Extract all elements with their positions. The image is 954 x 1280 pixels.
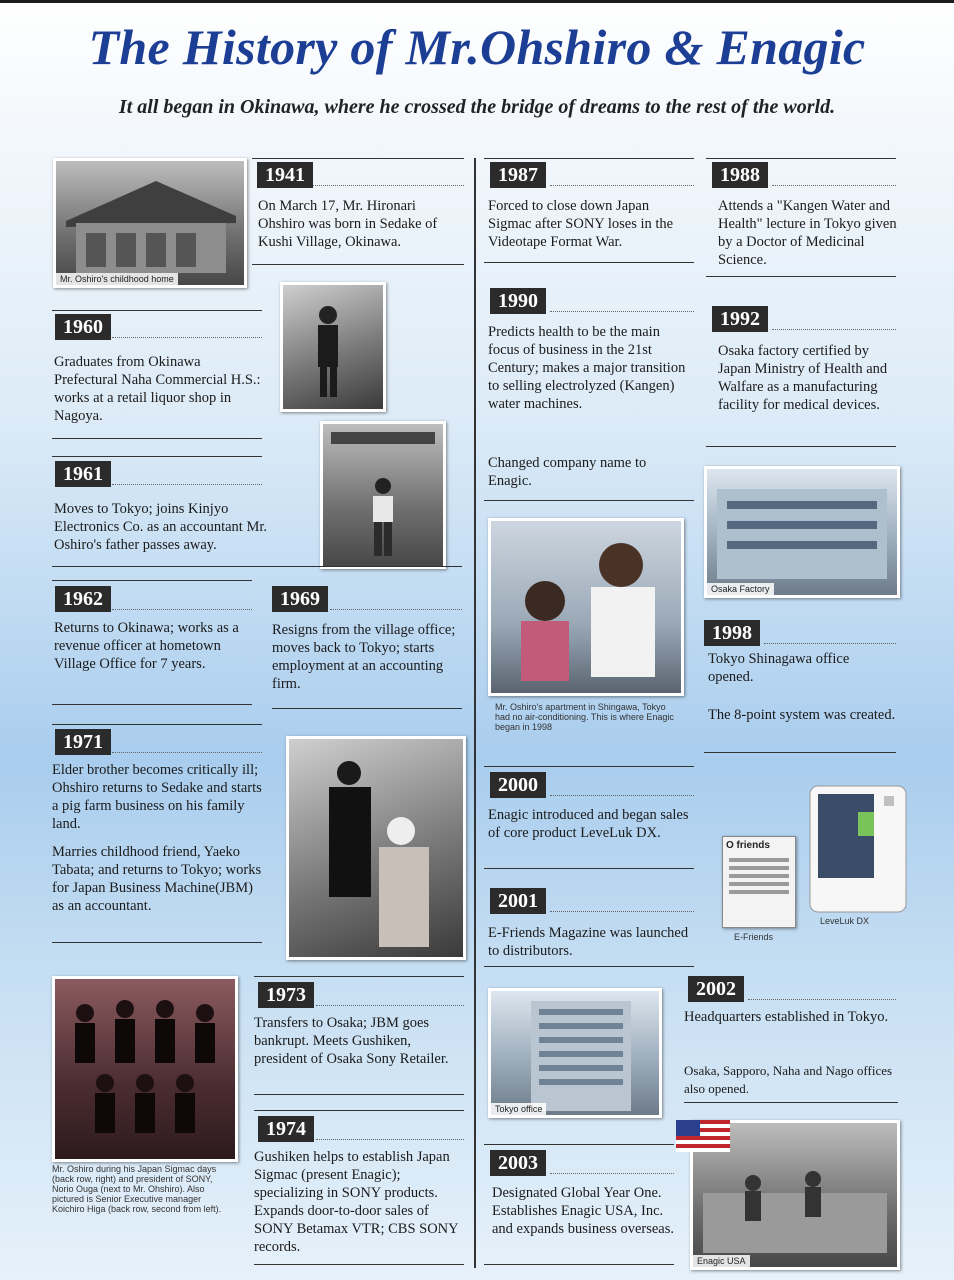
year-label-1961: 1961 [55, 461, 111, 487]
efriends-magazine-image [722, 836, 796, 928]
magazine-title: O friends [726, 840, 770, 851]
osaka-factory-photo [704, 466, 900, 598]
section-rule [484, 1264, 674, 1265]
dotted-rule [772, 185, 896, 186]
us-flag-icon [676, 1116, 730, 1161]
photo-caption: Mr. Oshiro's childhood home [56, 273, 178, 285]
sigmac-photo-caption: Mr. Oshiro during his Japan Sigmac days (back row, right) and president of SONY, Norio Ouga (next to Mr. Ohshiro). Also pictured is Senior Executive manager Koichiro Higa (back row, second from left). [52, 1164, 222, 1214]
event-text-1998: Tokyo Shinagawa office opened. [708, 651, 850, 685]
photo-caption: Osaka Factory [707, 583, 774, 595]
year-label-1987: 1987 [490, 162, 546, 188]
section-rule [706, 446, 896, 447]
event-text-2002-second: Osaka, Sapporo, Naha and Nago offices also opened. [684, 1063, 893, 1096]
year-label-1992: 1992 [712, 306, 768, 332]
year-label-1941: 1941 [257, 162, 313, 188]
dotted-rule [112, 609, 252, 610]
year-label-2002: 2002 [688, 976, 744, 1002]
dotted-rule [550, 1173, 674, 1174]
year-label-1971: 1971 [55, 729, 111, 755]
magazine-icon [723, 854, 795, 914]
section-rule [484, 262, 694, 263]
year-label-2000: 2000 [490, 772, 546, 798]
dotted-rule [316, 1139, 464, 1140]
event-text-1961: Moves to Tokyo; joins Kinjyo Electronics Co. as an accountant Mr. Oshiro's father passes away. [54, 501, 268, 553]
apartment-photo-caption: Mr. Oshiro's apartment in Shingawa, Tokyo had no air-conditioning. This is where Enagic began in 1998 [495, 702, 674, 732]
dotted-rule [313, 185, 464, 186]
section-rule [484, 966, 694, 967]
section-rule [684, 1102, 898, 1103]
factory-icon [707, 469, 897, 595]
year-label-1960: 1960 [55, 314, 111, 340]
dotted-rule [112, 752, 262, 753]
section-rule [254, 976, 464, 977]
section-rule [484, 158, 694, 159]
section-rule [254, 1094, 464, 1095]
couple-icon [289, 739, 463, 957]
family-icon [491, 521, 681, 693]
event-text-1973: Transfers to Osaka; JBM goes bankrupt. Meets Gushiken, president of Osaka Sony Retailer. [254, 1015, 449, 1067]
dotted-rule [330, 609, 462, 610]
young-portrait-photo [280, 282, 386, 412]
person-icon [323, 424, 443, 566]
section-rule [484, 500, 694, 501]
sigmac-group-photo [52, 976, 238, 1162]
section-rule [252, 158, 464, 159]
photo-caption: Enagic USA [693, 1255, 750, 1267]
section-rule [52, 704, 252, 705]
section-rule [254, 1110, 464, 1111]
product-caption: LeveLuk DX [820, 916, 870, 926]
person-icon [283, 285, 383, 409]
event-text-1971-second: Marries childhood friend, Yaeko Tabata; and returns to Tokyo; works for Japan Business Machine(JBM) as an accountant. [52, 844, 262, 914]
leveluk-machine-image [800, 776, 920, 936]
year-label-1990: 1990 [490, 288, 546, 314]
dotted-rule [748, 999, 896, 1000]
event-text-1990: Predicts health to be the main focus of business in the 21st Century; makes a major transition to selling electrolyzed (Kangen) water machines. [488, 324, 686, 412]
section-rule [252, 264, 464, 265]
event-text-1988: Attends a "Kangen Water and Health" lecture in Tokyo given by a Doctor of Medicinal Science. [718, 198, 897, 268]
dotted-rule [112, 484, 262, 485]
house-icon [56, 161, 244, 285]
event-text-1969: Resigns from the village office; moves back to Tokyo; starts employment at an accounting firm. [272, 622, 456, 692]
section-rule [254, 1264, 464, 1265]
section-rule [52, 310, 262, 311]
dotted-rule [764, 643, 896, 644]
section-rule [52, 566, 462, 567]
event-text-1998-second: The 8-point system was created. [708, 707, 896, 723]
childhood-home-photo [53, 158, 247, 288]
page-subtitle: It all began in Okinawa, where he crossed the bridge of dreams to the rest of the world. [118, 96, 836, 118]
section-rule [272, 708, 462, 709]
wedding-photo [286, 736, 466, 960]
section-rule [706, 158, 896, 159]
year-label-2001: 2001 [490, 888, 546, 914]
section-rule [706, 276, 896, 277]
section-rule [484, 766, 694, 767]
year-label-1974: 1974 [258, 1116, 314, 1142]
section-rule [52, 456, 262, 457]
efriends-caption: E-Friends [734, 932, 774, 942]
event-text-1974: Gushiken helps to establish Japan Sigmac (present Enagic); specializing in SONY products. Expands door-to-door sales of SONY Betamax VTR; CBS SONY records. [254, 1149, 459, 1255]
section-rule [484, 1144, 674, 1145]
dotted-rule [550, 311, 694, 312]
year-label-1988: 1988 [712, 162, 768, 188]
section-rule [52, 580, 252, 581]
dotted-rule [550, 795, 694, 796]
top-border [0, 0, 954, 3]
event-text-2000: Enagic introduced and began sales of core product LeveLuk DX. [488, 807, 689, 841]
tokyo-office-photo [488, 988, 662, 1118]
dotted-rule [316, 1005, 464, 1006]
event-text-1992: Osaka factory certified by Japan Ministry of Health and Walfare as a manufacturing facility for medical devices. [718, 343, 888, 413]
water-ionizer-icon [800, 776, 920, 936]
event-text-1971: Elder brother becomes critically ill; Ohshiro returns to Sedake and starts a pig farm business on his family land. [52, 762, 262, 832]
event-text-1960: Graduates from Okinawa Prefectural Naha Commercial H.S.: works at a retail liquor shop in Nagoya. [54, 354, 261, 424]
page-title: The History of Mr.Ohshiro & Enagic [88, 19, 866, 75]
section-rule [484, 868, 694, 869]
year-label-1969: 1969 [272, 586, 328, 612]
photo-caption: Tokyo office [491, 1103, 546, 1115]
event-text-2002: Headquarters established in Tokyo. [684, 1009, 889, 1025]
event-text-2001: E-Friends Magazine was launched to distributors. [488, 925, 689, 959]
year-label-1962: 1962 [55, 586, 111, 612]
year-label-2003: 2003 [490, 1150, 546, 1176]
event-text-1962: Returns to Okinawa; works as a revenue officer at hometown Village Office for 7 years. [54, 620, 239, 672]
section-rule [52, 724, 262, 725]
event-text-1990-second: Changed company name to Enagic. [488, 455, 647, 489]
event-text-1987: Forced to close down Japan Sigmac after SONY loses in the Videotape Format War. [488, 198, 674, 250]
event-text-2003: Designated Global Year One. Establishes Enagic USA, Inc. and expands business overseas. [492, 1185, 675, 1237]
section-rule [704, 752, 896, 753]
dotted-rule [772, 329, 896, 330]
dotted-rule [550, 911, 694, 912]
year-label-1998: 1998 [704, 620, 760, 646]
column-divider [474, 158, 476, 1268]
tokyo-portrait-photo [320, 421, 446, 569]
section-rule [52, 438, 262, 439]
event-text-1941: On March 17, Mr. Hironari Ohshiro was born in Sedake of Kushi Village, Okinawa. [258, 198, 438, 250]
apartment-photo [488, 518, 684, 696]
section-rule [52, 942, 262, 943]
building-icon [491, 991, 659, 1115]
dotted-rule [112, 337, 262, 338]
group-icon [55, 979, 235, 1159]
dotted-rule [550, 185, 694, 186]
year-label-1973: 1973 [258, 982, 314, 1008]
